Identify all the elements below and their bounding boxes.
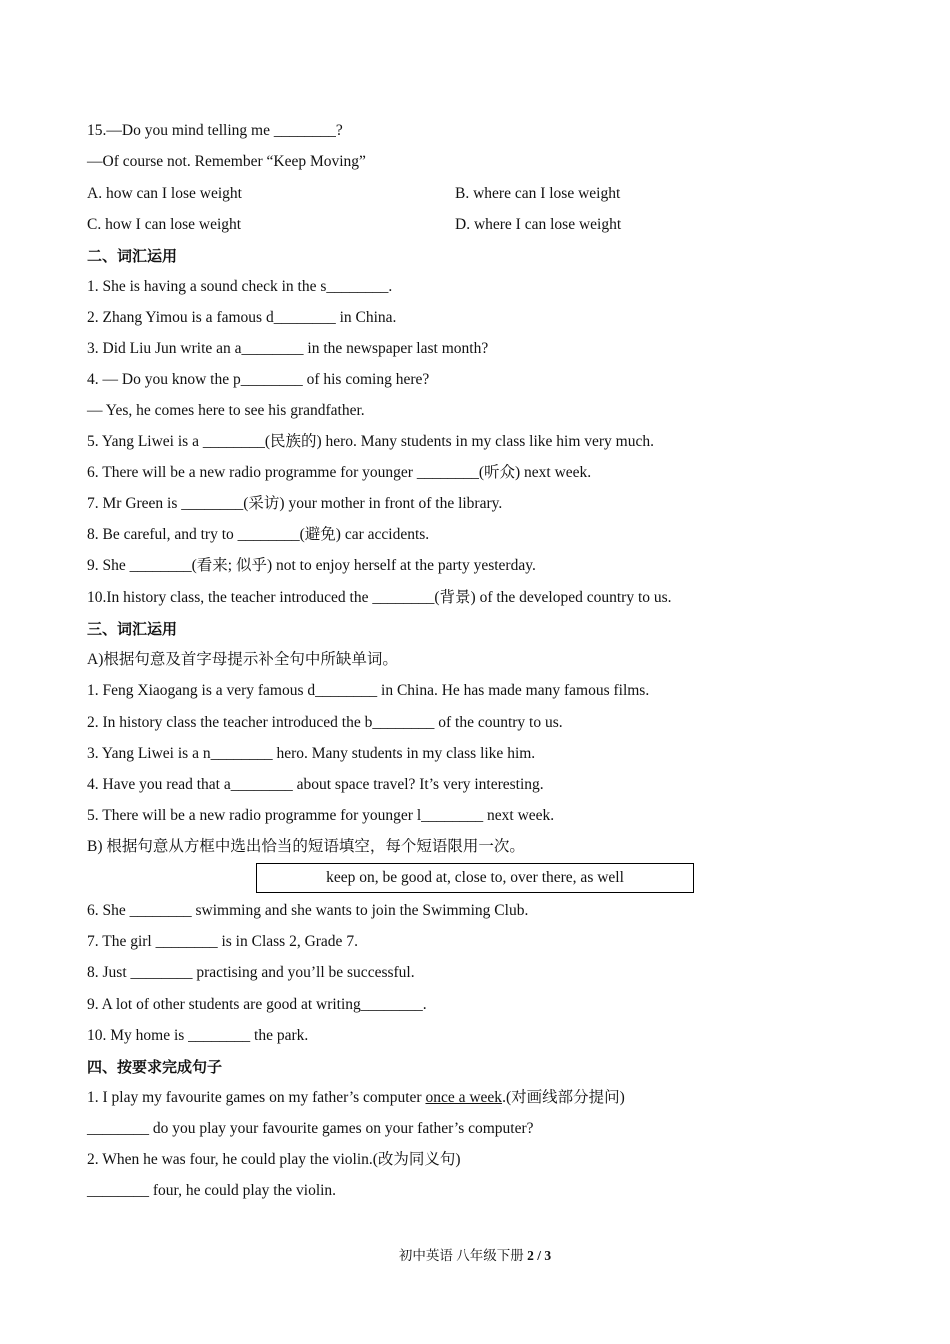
section2-item: 2. Zhang Yimou is a famous d________ in China. <box>87 309 397 326</box>
footer-title: 初中英语 八年级下册 <box>398 1248 528 1263</box>
section4-heading: 四、按要求完成句子 <box>87 1058 223 1076</box>
section2-item: 9. She ________(看来; 似乎) not to enjoy herself at the party yesterday. <box>87 557 536 574</box>
section3-heading: 三、词汇运用 <box>87 620 178 638</box>
q15-question: 15.—Do you mind telling me ________? <box>87 122 343 139</box>
q15-option-b: B. where can I lose weight <box>455 185 621 202</box>
section3-item: 8. Just ________ practising and you’ll be successful. <box>87 964 415 981</box>
page-total: 3 <box>544 1248 552 1263</box>
section4-question-1 <box>87 1088 625 1108</box>
section3-item: 4. Have you read that a________ about space travel? It’s very interesting. <box>87 776 544 793</box>
phrase-box: keep on, be good at, close to, over there, as well <box>256 863 694 893</box>
section4-answer-1: ________ do you play your favourite games on your father’s computer? <box>87 1120 534 1137</box>
section2-item: 8. Be careful, and try to ________(避免) car accidents. <box>87 526 430 543</box>
section2-item: 10.In history class, the teacher introduced the ________(背景) of the developed country to us. <box>87 589 672 606</box>
section2-item: 4. — Do you know the p________ of his coming here? <box>87 371 430 388</box>
section3-item: 2. In history class the teacher introduced the b________ of the country to us. <box>87 714 563 731</box>
q15-option-a: A. how can I lose weight <box>87 185 242 202</box>
section3-item: 10. My home is ________ the park. <box>87 1027 309 1044</box>
section2-item: 5. Yang Liwei is a ________(民族的) hero. Many students in my class like him very much. <box>87 433 654 450</box>
section3-item: 3. Yang Liwei is a n________ hero. Many students in my class like him. <box>87 745 536 762</box>
section3-item: 1. Feng Xiaogang is a very famous d________ in China. He has made many famous films. <box>87 682 650 699</box>
section3-part-a-instruction: A)根据句意及首字母提示补全句中所缺单词。 <box>87 651 398 668</box>
section2-item: 3. Did Liu Jun write an a________ in the newspaper last month? <box>87 340 489 357</box>
q1-text: 1. I play my favourite games on my father’s computer <box>87 1089 426 1106</box>
section4-question-2: 2. When he was four, he could play the violin.(改为同义句) <box>87 1151 461 1168</box>
page-footer <box>0 1247 950 1265</box>
section3-item: 5. There will be a new radio programme for younger l________ next week. <box>87 807 555 824</box>
section4-answer-2: ________ four, he could play the violin. <box>87 1182 337 1199</box>
q15-option-d: D. where I can lose weight <box>455 216 622 233</box>
section2-item: 1. She is having a sound check in the s________. <box>87 278 393 295</box>
section3-item: 9. A lot of other students are good at writing________. <box>87 996 427 1013</box>
page-separator: / <box>533 1248 545 1263</box>
section3-item: 6. She ________ swimming and she wants to join the Swimming Club. <box>87 902 529 919</box>
section3-part-b-instruction: B) 根据句意从方框中选出恰当的短语填空，每个短语限用一次。 <box>87 838 525 855</box>
page-number: 2 <box>527 1248 534 1263</box>
section2-heading: 二、词汇运用 <box>87 247 178 265</box>
q15-answer: —Of course not. Remember “Keep Moving” <box>87 153 366 170</box>
q1-underlined-phrase: once a week <box>425 1089 503 1106</box>
q1-instruction: .(对画线部分提问) <box>502 1089 625 1106</box>
section2-item: 7. Mr Green is ________(采访) your mother in front of the library. <box>87 495 503 512</box>
section2-item: — Yes, he comes here to see his grandfather. <box>87 402 365 419</box>
q15-option-c: C. how I can lose weight <box>87 216 242 233</box>
section3-item: 7. The girl ________ is in Class 2, Grade 7. <box>87 933 358 950</box>
section2-item: 6. There will be a new radio programme for younger ________(听众) next week. <box>87 464 592 481</box>
